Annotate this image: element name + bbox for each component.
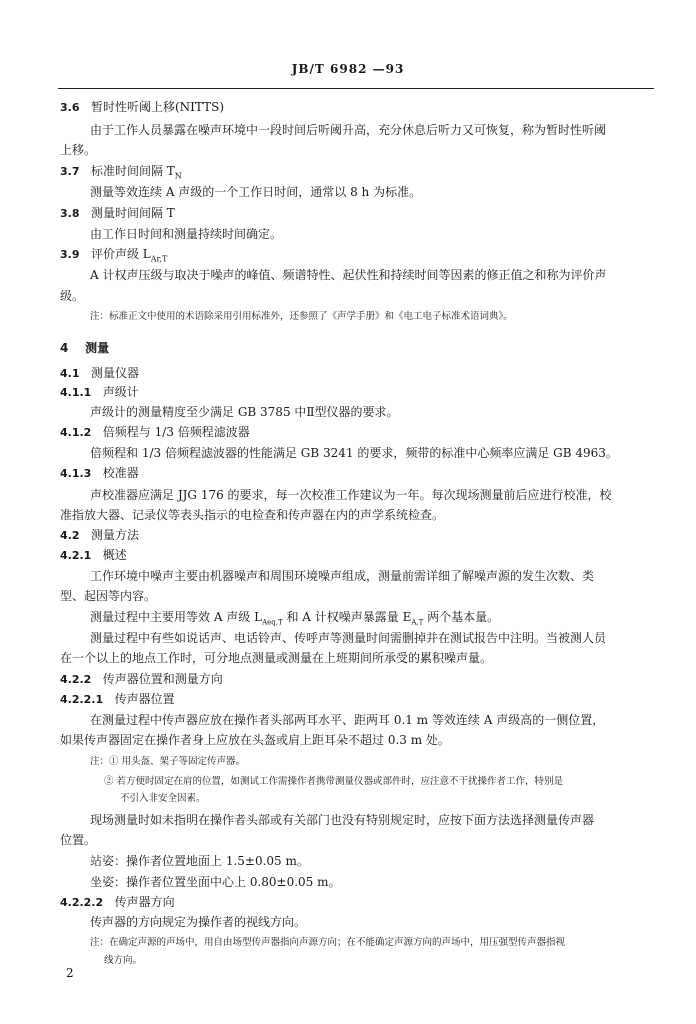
text-run: 和 A 计权噪声暴露量 E [282, 610, 412, 624]
section-number: 4.2.2 [60, 673, 92, 686]
text-run: 两个基本量。 [423, 610, 500, 624]
section-4-2-2-1-heading [60, 692, 175, 707]
section-title: 传声器位置 [114, 692, 175, 706]
section-title: 测量时间间隔 T [90, 206, 175, 220]
section-title: 标准时间间隔 T [90, 164, 175, 178]
section-4-2-2-1-text-line1: 在测量过程中传声器应放在操作者头部两耳水平、距两耳 0.1 m 等效连续 A 声级高的一侧位置， [90, 713, 605, 727]
section-title: 测量仪器 [90, 366, 139, 380]
page-header-standard-number: JB/T 6982 —93 [291, 62, 405, 76]
section-4-1-2-heading [60, 425, 250, 440]
section-4-1-heading [60, 366, 139, 381]
section-title: 评价声级 L [90, 247, 151, 261]
text-run: 测量过程中主要用等效 A 声级 L [90, 610, 263, 624]
section-number: 4.1.3 [60, 467, 92, 480]
section-4-2-2-2-text: 传声器的方向规定为操作者的视线方向。 [90, 915, 307, 929]
section-title: 校准器 [102, 466, 139, 480]
section-number: 4.2.1 [60, 549, 92, 562]
section-4-2-2-heading [60, 672, 223, 687]
section-3-7-heading [60, 164, 182, 183]
direction-note-line2: 线方向。 [104, 955, 143, 966]
section-title: 传声器方向 [114, 895, 175, 909]
position-note-1: 注：① 用头盔、架子等固定传声器。 [90, 756, 246, 767]
section-3-6-text-line2: 上移。 [60, 143, 97, 157]
section-number: 3.9 [60, 248, 80, 261]
section-title: 声级计 [102, 385, 139, 399]
section-number: 4.2 [60, 529, 80, 542]
section-title: 倍频程与 1/3 倍频程滤波器 [102, 425, 250, 439]
position-note-2-line1: ② 若方便时固定在肩的位置，如测试工作需操作者携带测量仪器或部件时，应注意不干扰操作者工作，特别是 [104, 776, 564, 787]
section-4-2-2-2-heading [60, 895, 175, 910]
section-4-2-heading [60, 528, 139, 543]
section-title: 测量 [85, 341, 110, 355]
section-number: 3.6 [60, 101, 80, 114]
section-number: 3.7 [60, 165, 80, 178]
section-3-7-text: 测量等效连续 A 声级的一个工作日时间，通常以 8 h 为标准。 [90, 185, 422, 199]
subscript: A,T [411, 618, 424, 627]
section-number: 3.8 [60, 207, 80, 220]
subscript: Aeq,T [262, 618, 283, 627]
position-note-2-line2: 不引入非安全因素。 [120, 793, 206, 804]
section-number: 4 [60, 341, 69, 355]
section-3-8-text: 由工作日时间和测量持续时间确定。 [90, 227, 283, 241]
section-4-2-1-heading [60, 548, 127, 563]
section-4-2-2-1-p2-line2: 位置。 [60, 833, 97, 847]
sitting-position: 坐姿：操作者位置坐面中心上 0.80±0.05 m。 [90, 875, 341, 889]
section-title: 传声器位置和测量方向 [102, 672, 223, 686]
section-3-9-text-line2: 级。 [60, 289, 85, 303]
section-3-9-text-line1: A 计权声压级与取决于噪声的峰值、频谱特性、起伏性和持续时间等因素的修正值之和称为评价声 [90, 268, 607, 282]
section-4-2-1-p3-line2: 在一个以上的地点工作时，可分地点测量或测量在上班期间所承受的累积噪声量。 [60, 651, 493, 665]
section-3-6-heading [60, 100, 224, 115]
section-number: 4.1.1 [60, 386, 92, 399]
section-title: 概述 [102, 548, 127, 562]
section-3-8-heading [60, 206, 175, 221]
section-4-1-2-text: 倍频程和 1/3 倍频程滤波器的性能满足 GB 3241 的要求，频带的标准中心频率应满足 GB 4963。 [90, 446, 618, 460]
section-title-subscript: N [174, 171, 182, 181]
section-4-1-1-text: 声级计的测量精度至少满足 GB 3785 中Ⅱ型仪器的要求。 [90, 405, 399, 419]
section-number: 4.2.2.2 [60, 896, 104, 909]
section-title: 测量方法 [90, 528, 139, 542]
section-number: 4.2.2.1 [60, 693, 104, 706]
section-number: 4.1 [60, 367, 80, 380]
header-rule [58, 88, 654, 89]
section-number: 4.1.2 [60, 426, 92, 439]
section-3-6-text-line1: 由于工作人员暴露在噪声环境中一段时间后听阈升高，充分休息后听力又可恢复，称为暂时性听阈 [90, 123, 607, 137]
section-4-1-3-text-line2: 准指放大器、记录仪等表头指示的电检查和传声器在内的声学系统检查。 [60, 508, 445, 522]
section-3-9-heading [60, 247, 167, 266]
section-title-subscript: Ar,T [150, 254, 168, 264]
section-4-1-3-text-line1: 声校准器应满足 JJG 176 的要求，每一次校准工作建议为一年。每次现场测量前后应进行校准，校 [90, 488, 612, 502]
section-4-2-2-1-p2-line1: 现场测量时如未指明在操作者头部或有关部门也没有特别规定时，应按下面方法选择测量传声器 [90, 813, 595, 827]
page-number: 2 [66, 966, 74, 980]
section-4-heading [60, 341, 109, 355]
section-4-2-1-p1-line2: 型、起因等内容。 [60, 589, 157, 603]
direction-note-line1: 注：在确定声源的声场中，用自由场型传声器指向声源方向；在不能确定声源方向的声场中，用压强型传声器指视 [90, 937, 566, 948]
standing-position: 站姿：操作者位置地面上 1.5±0.05 m。 [90, 854, 309, 868]
section-title: 暂时性听阈上移(NITTS) [90, 100, 225, 114]
section-4-2-1-p3-line1: 测量过程中有些如说话声、电话铃声、传呼声等测量时间需删掉并在测试报告中注明。当被测人员 [90, 631, 607, 645]
section-4-2-2-1-text-line2: 如果传声器固定在操作者身上应放在头盔或肩上距耳朵不超过 0.3 m 处。 [60, 733, 450, 747]
section-4-2-1-p1-line1: 工作环境中噪声主要由机器噪声和周围环境噪声组成，测量前需详细了解噪声源的发生次数、类 [90, 569, 595, 583]
section-4-1-3-heading [60, 466, 139, 481]
section-4-1-1-heading [60, 385, 139, 400]
terms-note: 注：标准正文中使用的术语除采用引用标准外，还参照了《声学手册》和《电工电子标准术语词典》。 [90, 311, 513, 322]
section-4-2-1-p2 [90, 610, 499, 629]
